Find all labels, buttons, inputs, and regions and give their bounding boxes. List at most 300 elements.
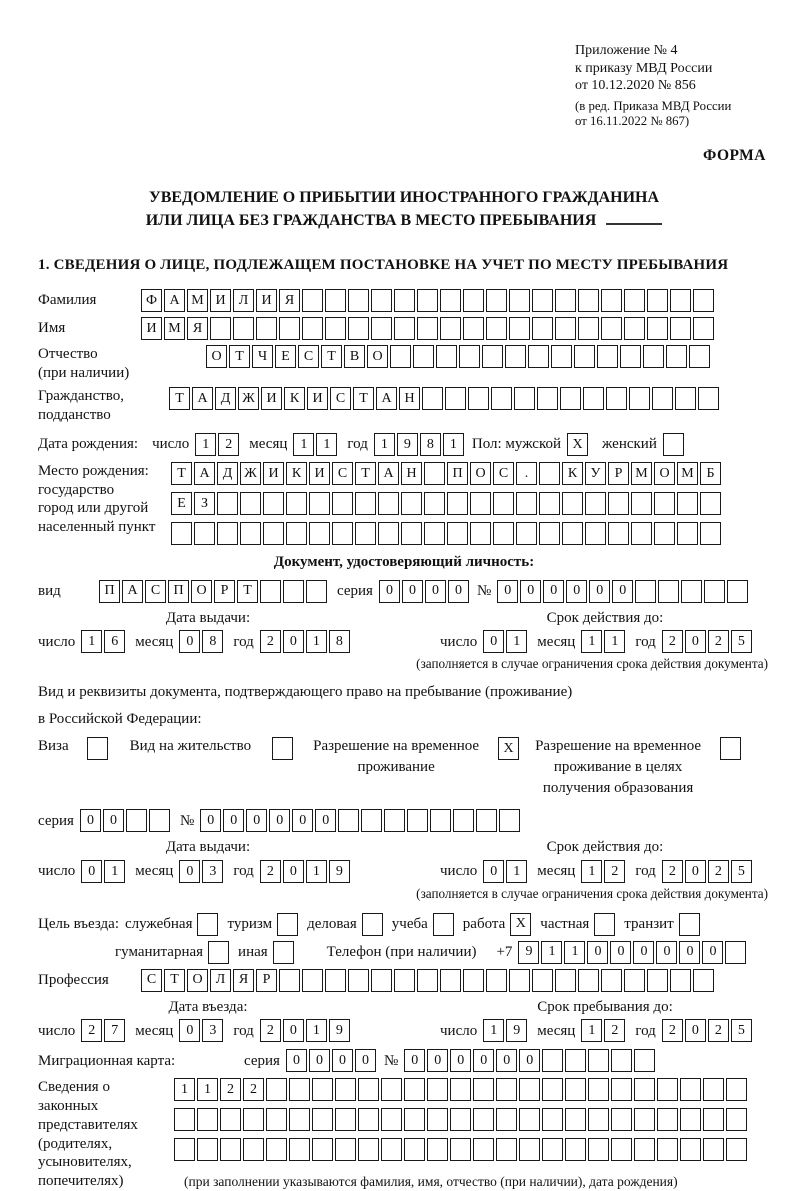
- char-cell[interactable]: 0: [315, 809, 336, 832]
- char-cell[interactable]: 0: [81, 860, 102, 883]
- char-cell[interactable]: 0: [425, 580, 446, 603]
- char-cell[interactable]: О: [206, 345, 227, 368]
- char-cell[interactable]: [532, 317, 553, 340]
- char-cell[interactable]: 2: [662, 860, 683, 883]
- char-cell[interactable]: [601, 969, 622, 992]
- char-cell[interactable]: А: [122, 580, 143, 603]
- char-cell[interactable]: 1: [581, 1019, 602, 1042]
- char-cell[interactable]: 2: [220, 1078, 241, 1101]
- char-cell[interactable]: 0: [427, 1049, 448, 1072]
- char-cell[interactable]: Т: [229, 345, 250, 368]
- char-cell[interactable]: [390, 345, 411, 368]
- permit-valid-month-cells[interactable]: [581, 860, 625, 883]
- char-cell[interactable]: [620, 345, 641, 368]
- char-cell[interactable]: [578, 317, 599, 340]
- char-cell[interactable]: [496, 1138, 517, 1161]
- char-cell[interactable]: 1: [81, 630, 102, 653]
- char-cell[interactable]: О: [367, 345, 388, 368]
- char-cell[interactable]: [611, 1108, 632, 1131]
- char-cell[interactable]: [289, 1078, 310, 1101]
- checkbox-humanitarian[interactable]: [208, 941, 229, 964]
- char-cell[interactable]: [283, 580, 304, 603]
- checkbox-business[interactable]: [362, 913, 383, 936]
- char-cell[interactable]: [394, 969, 415, 992]
- char-cell[interactable]: 8: [420, 433, 441, 456]
- checkbox-transit[interactable]: [679, 913, 700, 936]
- char-cell[interactable]: У: [585, 462, 606, 485]
- char-cell[interactable]: 0: [179, 1019, 200, 1042]
- char-cell[interactable]: К: [284, 387, 305, 410]
- char-cell[interactable]: [197, 1108, 218, 1131]
- char-cell[interactable]: 2: [708, 1019, 729, 1042]
- char-cell[interactable]: И: [261, 387, 282, 410]
- char-cell[interactable]: [312, 1108, 333, 1131]
- char-cell[interactable]: [302, 289, 323, 312]
- char-cell[interactable]: Н: [399, 387, 420, 410]
- char-cell[interactable]: 0: [309, 1049, 330, 1072]
- char-cell[interactable]: [493, 522, 514, 545]
- char-cell[interactable]: [608, 522, 629, 545]
- char-cell[interactable]: [654, 492, 675, 515]
- char-cell[interactable]: Е: [275, 345, 296, 368]
- char-cell[interactable]: [309, 492, 330, 515]
- char-cell[interactable]: [256, 317, 277, 340]
- char-cell[interactable]: 0: [404, 1049, 425, 1072]
- birth-month-cells[interactable]: [293, 433, 337, 456]
- char-cell[interactable]: [440, 317, 461, 340]
- char-cell[interactable]: [532, 289, 553, 312]
- char-cell[interactable]: [624, 969, 645, 992]
- char-cell[interactable]: 0: [685, 860, 706, 883]
- char-cell[interactable]: [404, 1108, 425, 1131]
- char-cell[interactable]: 0: [519, 1049, 540, 1072]
- char-cell[interactable]: [289, 1138, 310, 1161]
- char-cell[interactable]: [601, 317, 622, 340]
- doc-issue-day-cells[interactable]: [81, 630, 125, 653]
- char-cell[interactable]: [519, 1138, 540, 1161]
- char-cell[interactable]: [693, 969, 714, 992]
- char-cell[interactable]: [381, 1138, 402, 1161]
- char-cell[interactable]: [424, 522, 445, 545]
- char-cell[interactable]: [700, 522, 721, 545]
- char-cell[interactable]: О: [654, 462, 675, 485]
- char-cell[interactable]: 9: [397, 433, 418, 456]
- char-cell[interactable]: [197, 1138, 218, 1161]
- char-cell[interactable]: [309, 522, 330, 545]
- permit-issue-year-cells[interactable]: [260, 860, 350, 883]
- char-cell[interactable]: [371, 289, 392, 312]
- char-cell[interactable]: [516, 522, 537, 545]
- char-cell[interactable]: 9: [506, 1019, 527, 1042]
- char-cell[interactable]: 0: [269, 809, 290, 832]
- char-cell[interactable]: [542, 1138, 563, 1161]
- char-cell[interactable]: [555, 289, 576, 312]
- char-cell[interactable]: [496, 1078, 517, 1101]
- char-cell[interactable]: 0: [286, 1049, 307, 1072]
- char-cell[interactable]: [670, 317, 691, 340]
- char-cell[interactable]: 2: [662, 630, 683, 653]
- char-cell[interactable]: [608, 492, 629, 515]
- char-cell[interactable]: [306, 580, 327, 603]
- char-cell[interactable]: [578, 969, 599, 992]
- char-cell[interactable]: [404, 1078, 425, 1101]
- title-blank-line[interactable]: [606, 211, 662, 225]
- char-cell[interactable]: [266, 1108, 287, 1131]
- char-cell[interactable]: [657, 1138, 678, 1161]
- char-cell[interactable]: [210, 317, 231, 340]
- char-cell[interactable]: М: [164, 317, 185, 340]
- char-cell[interactable]: 2: [604, 860, 625, 883]
- char-cell[interactable]: 0: [379, 580, 400, 603]
- char-cell[interactable]: [289, 1108, 310, 1131]
- char-cell[interactable]: [519, 1078, 540, 1101]
- char-cell[interactable]: [666, 345, 687, 368]
- char-cell[interactable]: [440, 969, 461, 992]
- char-cell[interactable]: [700, 492, 721, 515]
- char-cell[interactable]: [450, 1078, 471, 1101]
- char-cell[interactable]: 0: [283, 630, 304, 653]
- citizenship-cells[interactable]: [169, 387, 719, 410]
- char-cell[interactable]: [424, 462, 445, 485]
- char-cell[interactable]: [703, 1078, 724, 1101]
- char-cell[interactable]: [447, 492, 468, 515]
- stay-month-cells[interactable]: [581, 1019, 625, 1042]
- doc-issue-month-cells[interactable]: [179, 630, 223, 653]
- char-cell[interactable]: [404, 1138, 425, 1161]
- char-cell[interactable]: 0: [355, 1049, 376, 1072]
- char-cell[interactable]: 1: [306, 1019, 327, 1042]
- permit-issue-month-cells[interactable]: [179, 860, 223, 883]
- char-cell[interactable]: [658, 580, 679, 603]
- char-cell[interactable]: 0: [610, 941, 631, 964]
- char-cell[interactable]: 0: [332, 1049, 353, 1072]
- char-cell[interactable]: [355, 492, 376, 515]
- char-cell[interactable]: [332, 522, 353, 545]
- entry-month-cells[interactable]: [179, 1019, 223, 1042]
- char-cell[interactable]: [698, 387, 719, 410]
- char-cell[interactable]: [486, 317, 507, 340]
- checkbox-private[interactable]: [594, 913, 615, 936]
- char-cell[interactable]: [325, 969, 346, 992]
- char-cell[interactable]: [371, 317, 392, 340]
- char-cell[interactable]: [174, 1138, 195, 1161]
- char-cell[interactable]: [588, 1049, 609, 1072]
- char-cell[interactable]: [542, 1049, 563, 1072]
- char-cell[interactable]: К: [286, 462, 307, 485]
- char-cell[interactable]: 0: [612, 580, 633, 603]
- char-cell[interactable]: [555, 317, 576, 340]
- char-cell[interactable]: [611, 1049, 632, 1072]
- char-cell[interactable]: [358, 1138, 379, 1161]
- birthplace-cells-row2[interactable]: [171, 492, 721, 515]
- char-cell[interactable]: [381, 1078, 402, 1101]
- char-cell[interactable]: [565, 1049, 586, 1072]
- char-cell[interactable]: [509, 317, 530, 340]
- char-cell[interactable]: 3: [202, 1019, 223, 1042]
- char-cell[interactable]: [509, 289, 530, 312]
- char-cell[interactable]: 0: [246, 809, 267, 832]
- representatives-cells-row1[interactable]: [174, 1078, 747, 1101]
- checkbox-visa[interactable]: [78, 736, 108, 760]
- char-cell[interactable]: [194, 522, 215, 545]
- char-cell[interactable]: 6: [104, 630, 125, 653]
- char-cell[interactable]: 5: [731, 630, 752, 653]
- phone-cells[interactable]: [518, 941, 746, 964]
- char-cell[interactable]: 0: [497, 580, 518, 603]
- char-cell[interactable]: [358, 1078, 379, 1101]
- birth-day-cells[interactable]: [195, 433, 239, 456]
- char-cell[interactable]: 1: [197, 1078, 218, 1101]
- char-cell[interactable]: [539, 492, 560, 515]
- permit-series-cells[interactable]: [80, 809, 170, 832]
- permit-number-cells[interactable]: [200, 809, 520, 832]
- char-cell[interactable]: 1: [174, 1078, 195, 1101]
- char-cell[interactable]: 0: [566, 580, 587, 603]
- char-cell[interactable]: [585, 522, 606, 545]
- char-cell[interactable]: Д: [215, 387, 236, 410]
- char-cell[interactable]: [260, 580, 281, 603]
- char-cell[interactable]: [413, 345, 434, 368]
- char-cell[interactable]: [394, 317, 415, 340]
- char-cell[interactable]: С: [141, 969, 162, 992]
- char-cell[interactable]: 0: [656, 941, 677, 964]
- char-cell[interactable]: [447, 522, 468, 545]
- char-cell[interactable]: [286, 522, 307, 545]
- char-cell[interactable]: 9: [329, 860, 350, 883]
- char-cell[interactable]: [348, 317, 369, 340]
- char-cell[interactable]: 0: [179, 630, 200, 653]
- char-cell[interactable]: Д: [217, 462, 238, 485]
- char-cell[interactable]: [539, 462, 560, 485]
- char-cell[interactable]: 2: [260, 860, 281, 883]
- checkbox-residence-permit[interactable]: [263, 736, 293, 760]
- char-cell[interactable]: Б: [700, 462, 721, 485]
- char-cell[interactable]: [505, 345, 526, 368]
- char-cell[interactable]: 0: [473, 1049, 494, 1072]
- char-cell[interactable]: [542, 1078, 563, 1101]
- char-cell[interactable]: 0: [589, 580, 610, 603]
- patronymic-cells[interactable]: [206, 345, 710, 368]
- char-cell[interactable]: [263, 492, 284, 515]
- char-cell[interactable]: [220, 1138, 241, 1161]
- char-cell[interactable]: О: [191, 580, 212, 603]
- char-cell[interactable]: [647, 317, 668, 340]
- char-cell[interactable]: [634, 1108, 655, 1131]
- char-cell[interactable]: [263, 522, 284, 545]
- char-cell[interactable]: 0: [543, 580, 564, 603]
- char-cell[interactable]: [597, 345, 618, 368]
- char-cell[interactable]: Я: [279, 289, 300, 312]
- char-cell[interactable]: М: [677, 462, 698, 485]
- checkbox-tourism[interactable]: [277, 913, 298, 936]
- char-cell[interactable]: О: [470, 462, 491, 485]
- char-cell[interactable]: [361, 809, 382, 832]
- char-cell[interactable]: [562, 522, 583, 545]
- char-cell[interactable]: [654, 522, 675, 545]
- char-cell[interactable]: С: [493, 462, 514, 485]
- char-cell[interactable]: [279, 969, 300, 992]
- char-cell[interactable]: 0: [200, 809, 221, 832]
- representatives-cells-row2[interactable]: [174, 1108, 747, 1131]
- char-cell[interactable]: 1: [104, 860, 125, 883]
- char-cell[interactable]: К: [562, 462, 583, 485]
- char-cell[interactable]: [588, 1138, 609, 1161]
- char-cell[interactable]: [693, 317, 714, 340]
- char-cell[interactable]: 1: [564, 941, 585, 964]
- checkbox-work[interactable]: X: [510, 913, 531, 936]
- char-cell[interactable]: 5: [731, 860, 752, 883]
- char-cell[interactable]: [629, 387, 650, 410]
- checkbox-cell[interactable]: [720, 737, 741, 760]
- char-cell[interactable]: [693, 289, 714, 312]
- doc-valid-day-cells[interactable]: [483, 630, 527, 653]
- char-cell[interactable]: С: [332, 462, 353, 485]
- char-cell[interactable]: 0: [685, 630, 706, 653]
- char-cell[interactable]: 0: [402, 580, 423, 603]
- char-cell[interactable]: [726, 1138, 747, 1161]
- char-cell[interactable]: 8: [329, 630, 350, 653]
- char-cell[interactable]: Т: [353, 387, 374, 410]
- char-cell[interactable]: [149, 809, 170, 832]
- char-cell[interactable]: [424, 492, 445, 515]
- char-cell[interactable]: Ж: [240, 462, 261, 485]
- char-cell[interactable]: 0: [223, 809, 244, 832]
- char-cell[interactable]: [631, 492, 652, 515]
- firstname-cells[interactable]: [141, 317, 714, 340]
- char-cell[interactable]: П: [447, 462, 468, 485]
- char-cell[interactable]: [338, 809, 359, 832]
- char-cell[interactable]: [427, 1138, 448, 1161]
- char-cell[interactable]: [473, 1108, 494, 1131]
- char-cell[interactable]: 1: [374, 433, 395, 456]
- char-cell[interactable]: [243, 1138, 264, 1161]
- char-cell[interactable]: [358, 1108, 379, 1131]
- char-cell[interactable]: Р: [214, 580, 235, 603]
- birth-year-cells[interactable]: [374, 433, 464, 456]
- entry-year-cells[interactable]: [260, 1019, 350, 1042]
- char-cell[interactable]: [463, 317, 484, 340]
- char-cell[interactable]: 1: [581, 630, 602, 653]
- char-cell[interactable]: [562, 492, 583, 515]
- char-cell[interactable]: [537, 387, 558, 410]
- char-cell[interactable]: [606, 387, 627, 410]
- char-cell[interactable]: [634, 1138, 655, 1161]
- char-cell[interactable]: Я: [187, 317, 208, 340]
- char-cell[interactable]: 1: [306, 860, 327, 883]
- char-cell[interactable]: [240, 492, 261, 515]
- char-cell[interactable]: [266, 1078, 287, 1101]
- char-cell[interactable]: Ч: [252, 345, 273, 368]
- char-cell[interactable]: Т: [237, 580, 258, 603]
- char-cell[interactable]: [436, 345, 457, 368]
- char-cell[interactable]: [704, 580, 725, 603]
- checkbox-cell[interactable]: [272, 737, 293, 760]
- char-cell[interactable]: [463, 969, 484, 992]
- char-cell[interactable]: [445, 387, 466, 410]
- char-cell[interactable]: Т: [355, 462, 376, 485]
- char-cell[interactable]: 0: [283, 1019, 304, 1042]
- char-cell[interactable]: [325, 289, 346, 312]
- char-cell[interactable]: С: [298, 345, 319, 368]
- char-cell[interactable]: [574, 345, 595, 368]
- char-cell[interactable]: [624, 317, 645, 340]
- char-cell[interactable]: [384, 809, 405, 832]
- char-cell[interactable]: [171, 522, 192, 545]
- char-cell[interactable]: [677, 522, 698, 545]
- char-cell[interactable]: 5: [731, 1019, 752, 1042]
- checkbox-sex-male[interactable]: [567, 433, 588, 456]
- char-cell[interactable]: [551, 345, 572, 368]
- char-cell[interactable]: [514, 387, 535, 410]
- char-cell[interactable]: [542, 1108, 563, 1131]
- doc-valid-year-cells[interactable]: [662, 630, 752, 653]
- char-cell[interactable]: [588, 1078, 609, 1101]
- char-cell[interactable]: [217, 522, 238, 545]
- char-cell[interactable]: [635, 580, 656, 603]
- char-cell[interactable]: Т: [321, 345, 342, 368]
- char-cell[interactable]: [401, 522, 422, 545]
- char-cell[interactable]: Л: [210, 969, 231, 992]
- char-cell[interactable]: [348, 289, 369, 312]
- char-cell[interactable]: [539, 522, 560, 545]
- char-cell[interactable]: [371, 969, 392, 992]
- char-cell[interactable]: [482, 345, 503, 368]
- char-cell[interactable]: [217, 492, 238, 515]
- char-cell[interactable]: И: [256, 289, 277, 312]
- stay-year-cells[interactable]: [662, 1019, 752, 1042]
- char-cell[interactable]: 7: [104, 1019, 125, 1042]
- checkbox-temp-residence[interactable]: [489, 736, 519, 760]
- char-cell[interactable]: [325, 317, 346, 340]
- doc-type-cells[interactable]: [99, 580, 327, 603]
- char-cell[interactable]: [677, 492, 698, 515]
- char-cell[interactable]: 1: [293, 433, 314, 456]
- char-cell[interactable]: [689, 345, 710, 368]
- char-cell[interactable]: [516, 492, 537, 515]
- char-cell[interactable]: [430, 809, 451, 832]
- char-cell[interactable]: [680, 1078, 701, 1101]
- char-cell[interactable]: А: [192, 387, 213, 410]
- char-cell[interactable]: [459, 345, 480, 368]
- char-cell[interactable]: 1: [506, 630, 527, 653]
- char-cell[interactable]: [243, 1108, 264, 1131]
- permit-valid-year-cells[interactable]: [662, 860, 752, 883]
- char-cell[interactable]: 8: [202, 630, 223, 653]
- char-cell[interactable]: [470, 492, 491, 515]
- checkbox-study[interactable]: [433, 913, 454, 936]
- char-cell[interactable]: А: [164, 289, 185, 312]
- char-cell[interactable]: [647, 969, 668, 992]
- migration-series-cells[interactable]: [286, 1049, 376, 1072]
- checkbox-cell[interactable]: X: [567, 433, 588, 456]
- char-cell[interactable]: [532, 969, 553, 992]
- char-cell[interactable]: [302, 317, 323, 340]
- checkbox-cell[interactable]: X: [498, 737, 519, 760]
- char-cell[interactable]: [634, 1049, 655, 1072]
- char-cell[interactable]: [348, 969, 369, 992]
- char-cell[interactable]: 0: [685, 1019, 706, 1042]
- char-cell[interactable]: Н: [401, 462, 422, 485]
- char-cell[interactable]: А: [194, 462, 215, 485]
- char-cell[interactable]: А: [378, 462, 399, 485]
- char-cell[interactable]: [486, 289, 507, 312]
- char-cell[interactable]: [611, 1138, 632, 1161]
- char-cell[interactable]: [220, 1108, 241, 1131]
- char-cell[interactable]: .: [516, 462, 537, 485]
- permit-issue-day-cells[interactable]: [81, 860, 125, 883]
- char-cell[interactable]: [266, 1138, 287, 1161]
- char-cell[interactable]: [486, 969, 507, 992]
